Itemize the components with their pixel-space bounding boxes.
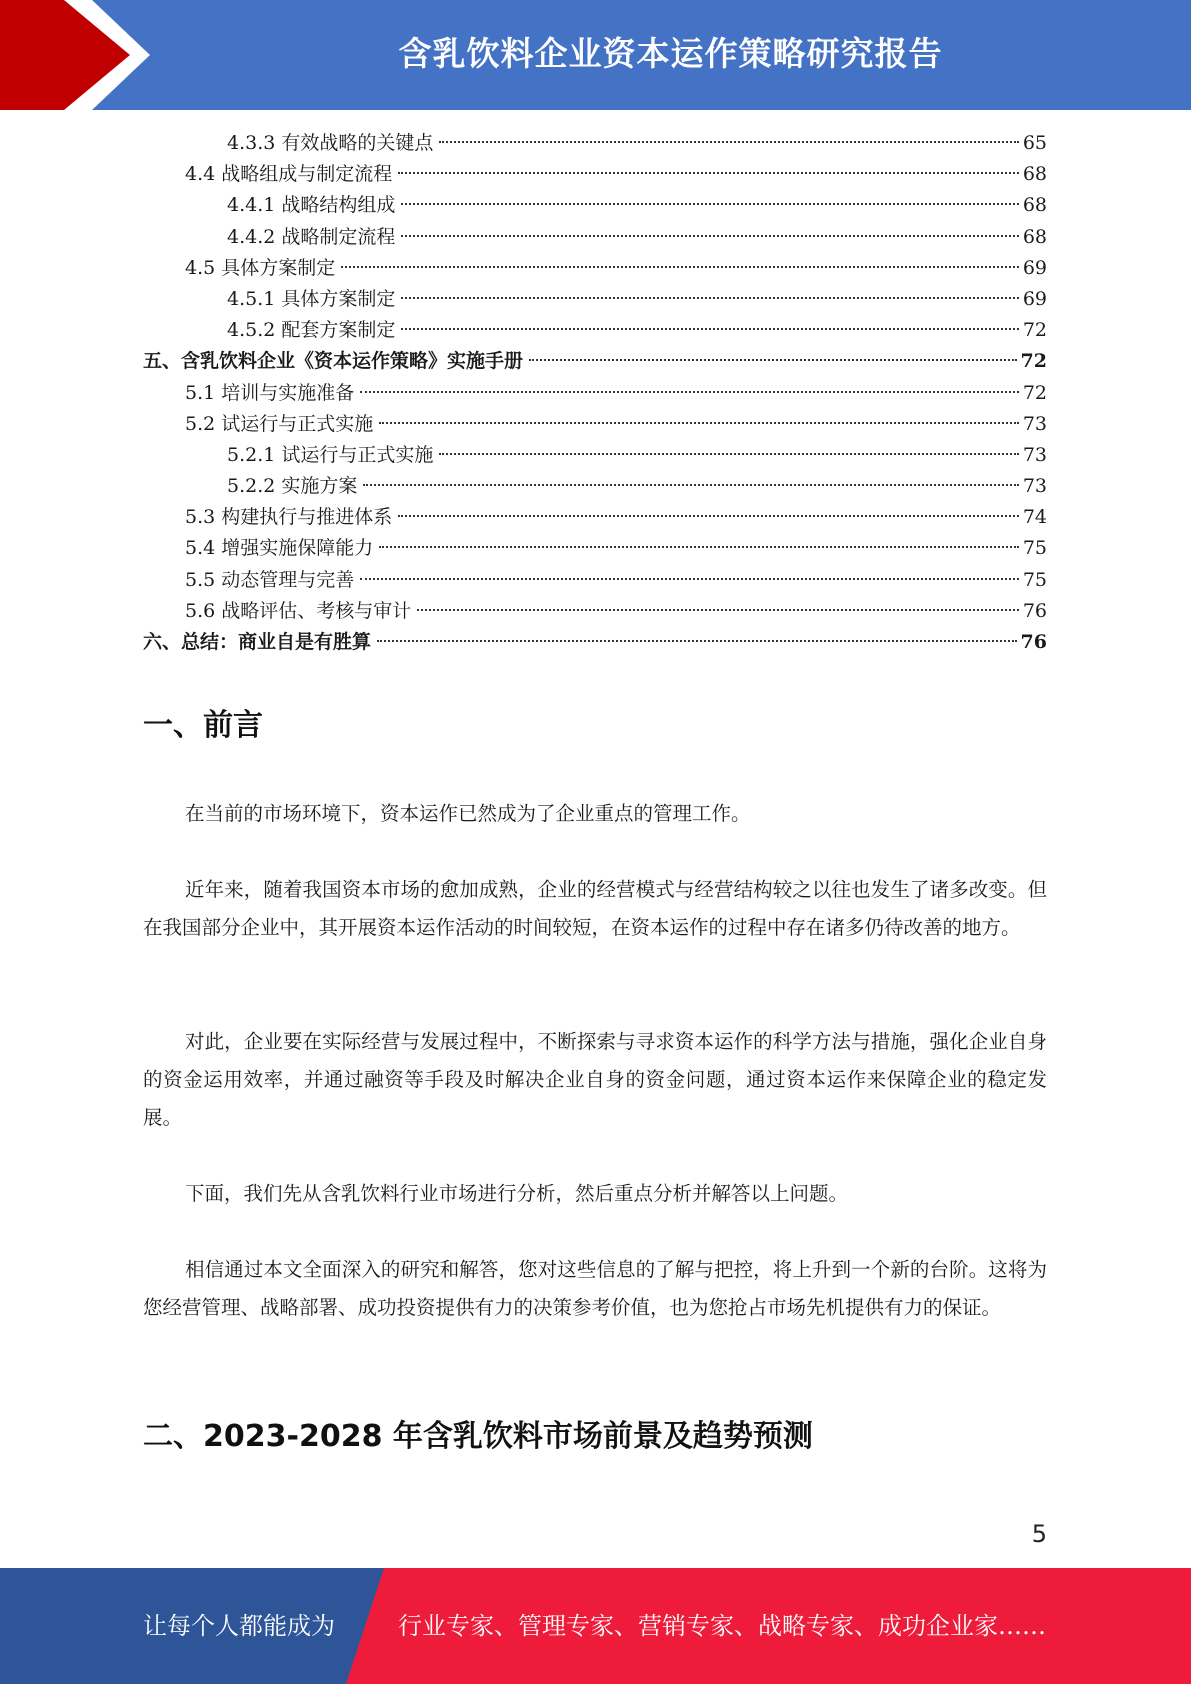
toc-entry-page: 68 xyxy=(1022,194,1047,217)
toc-dot-leader xyxy=(417,609,1019,611)
toc-entry-title: 5.4 增强实施保障能力 xyxy=(185,537,374,560)
toc-dot-leader xyxy=(360,578,1019,580)
footer-slogan-left: 让每个人都能成为 xyxy=(143,1612,335,1640)
toc-dot-leader xyxy=(439,453,1018,455)
toc-dot-leader xyxy=(401,328,1018,330)
toc-entry-page: 68 xyxy=(1022,163,1047,186)
toc-entry[interactable] xyxy=(143,346,1047,377)
toc-dot-leader xyxy=(401,297,1018,299)
toc-entry-title: 4.5 具体方案制定 xyxy=(185,256,336,279)
toc-entry-page: 72 xyxy=(1022,319,1047,342)
toc-entry[interactable] xyxy=(143,128,1047,159)
toc-entry-page: 65 xyxy=(1022,132,1047,154)
toc-entry-page: 75 xyxy=(1022,537,1047,560)
toc-entry[interactable] xyxy=(143,190,1047,221)
toc-dot-leader xyxy=(529,359,1017,361)
toc-entry[interactable] xyxy=(143,471,1047,502)
paragraph: 近年来，随着我国资本市场的愈加成熟，企业的经营模式与经营结构较之以往也发生了诸多改变。但在我国部分企业中，其开展资本运作活动的时间较短，在资本运作的过程中存在诸多仍待改善的地方。 xyxy=(143,878,1047,939)
toc-entry[interactable] xyxy=(143,253,1047,284)
toc-entry-page: 73 xyxy=(1022,443,1047,466)
toc-entry-page: 73 xyxy=(1022,475,1047,498)
toc-dot-leader xyxy=(379,546,1019,548)
report-title: 含乳饮料企业资本运作策略研究报告 xyxy=(398,34,943,73)
toc-dot-leader xyxy=(439,141,1018,143)
toc-entry-title: 5.3 构建执行与推进体系 xyxy=(185,506,393,529)
table-of-contents xyxy=(143,128,1047,658)
toc-entry[interactable] xyxy=(143,596,1047,627)
toc-dot-leader xyxy=(341,266,1019,268)
toc-entry[interactable] xyxy=(143,440,1047,471)
toc-dot-leader xyxy=(360,391,1019,393)
toc-entry[interactable] xyxy=(143,315,1047,346)
toc-entry-title: 5.6 战略评估、考核与审计 xyxy=(185,599,412,622)
toc-entry[interactable] xyxy=(143,159,1047,190)
toc-entry[interactable] xyxy=(143,284,1047,315)
toc-dot-leader xyxy=(398,515,1019,517)
toc-entry[interactable] xyxy=(143,222,1047,253)
toc-entry-page: 75 xyxy=(1022,568,1047,591)
toc-entry-page: 68 xyxy=(1022,225,1047,248)
toc-entry-title: 4.3.3 有效战略的关键点 xyxy=(227,132,434,154)
toc-entry-page: 76 xyxy=(1022,599,1047,622)
toc-entry-title: 4.5.2 配套方案制定 xyxy=(227,319,396,342)
paragraph: 下面，我们先从含乳饮料行业市场进行分析，然后重点分析并解答以上问题。 xyxy=(185,1182,849,1205)
toc-entry[interactable] xyxy=(143,409,1047,440)
toc-entry-title: 4.5.1 具体方案制定 xyxy=(227,287,396,310)
toc-dot-leader xyxy=(379,422,1019,424)
toc-dot-leader xyxy=(363,484,1018,486)
toc-entry-title: 4.4.1 战略结构组成 xyxy=(227,194,396,217)
toc-entry-page: 72 xyxy=(1022,381,1047,404)
paragraph: 相信通过本文全面深入的研究和解答，您对这些信息的了解与把控，将上升到一个新的台阶。这将为您经营管理、战略部署、成功投资提供有力的决策参考价值，也为您抢占市场先机提供有力的保证。 xyxy=(143,1258,1047,1319)
toc-entry-title: 4.4.2 战略制定流程 xyxy=(227,225,396,248)
toc-entry-page: 73 xyxy=(1022,412,1047,435)
toc-dot-leader xyxy=(377,640,1017,642)
toc-entry[interactable] xyxy=(143,533,1047,564)
toc-entry[interactable] xyxy=(143,565,1047,596)
toc-entry-title: 4.4 战略组成与制定流程 xyxy=(185,163,393,186)
toc-dot-leader xyxy=(401,203,1018,205)
toc-entry-page: 69 xyxy=(1022,287,1047,310)
toc-entry-page: 76 xyxy=(1020,631,1047,653)
toc-entry-title: 5.5 动态管理与完善 xyxy=(185,568,355,591)
section-heading-preface: 一、前言 xyxy=(143,708,263,743)
page-header xyxy=(0,0,1191,110)
toc-entry[interactable] xyxy=(143,627,1047,658)
page-number: 5 xyxy=(1031,1520,1047,1548)
toc-entry-page: 72 xyxy=(1020,350,1047,373)
section-heading-forecast: 二、2023-2028 年含乳饮料市场前景及趋势预测 xyxy=(143,1419,813,1454)
toc-entry-title: 5.1 培训与实施准备 xyxy=(185,381,355,404)
toc-dot-leader xyxy=(398,172,1019,174)
footer-slogan-right: 行业专家、管理专家、营销专家、战略专家、成功企业家…… xyxy=(398,1612,1046,1640)
toc-entry-page: 69 xyxy=(1022,256,1047,279)
toc-entry-page: 74 xyxy=(1022,506,1047,529)
toc-entry-title: 六、总结：商业自是有胜算 xyxy=(143,631,372,653)
toc-entry[interactable] xyxy=(143,378,1047,409)
toc-entry-title: 5.2.1 试运行与正式实施 xyxy=(227,443,434,466)
toc-dot-leader xyxy=(401,235,1018,237)
toc-entry[interactable] xyxy=(143,502,1047,533)
toc-entry-title: 5.2.2 实施方案 xyxy=(227,475,358,498)
toc-entry-title: 5.2 试运行与正式实施 xyxy=(185,412,374,435)
page-footer xyxy=(0,1568,1191,1684)
toc-entry-title: 五、含乳饮料企业《资本运作策略》实施手册 xyxy=(143,350,524,373)
paragraph: 在当前的市场环境下，资本运作已然成为了企业重点的管理工作。 xyxy=(185,802,751,825)
paragraph: 对此，企业要在实际经营与发展过程中，不断探索与寻求资本运作的科学方法与措施，强化企业自身的资金运用效率，并通过融资等手段及时解决企业自身的资金问题，通过资本运作来保障企业的稳定发展。 xyxy=(143,1030,1047,1129)
